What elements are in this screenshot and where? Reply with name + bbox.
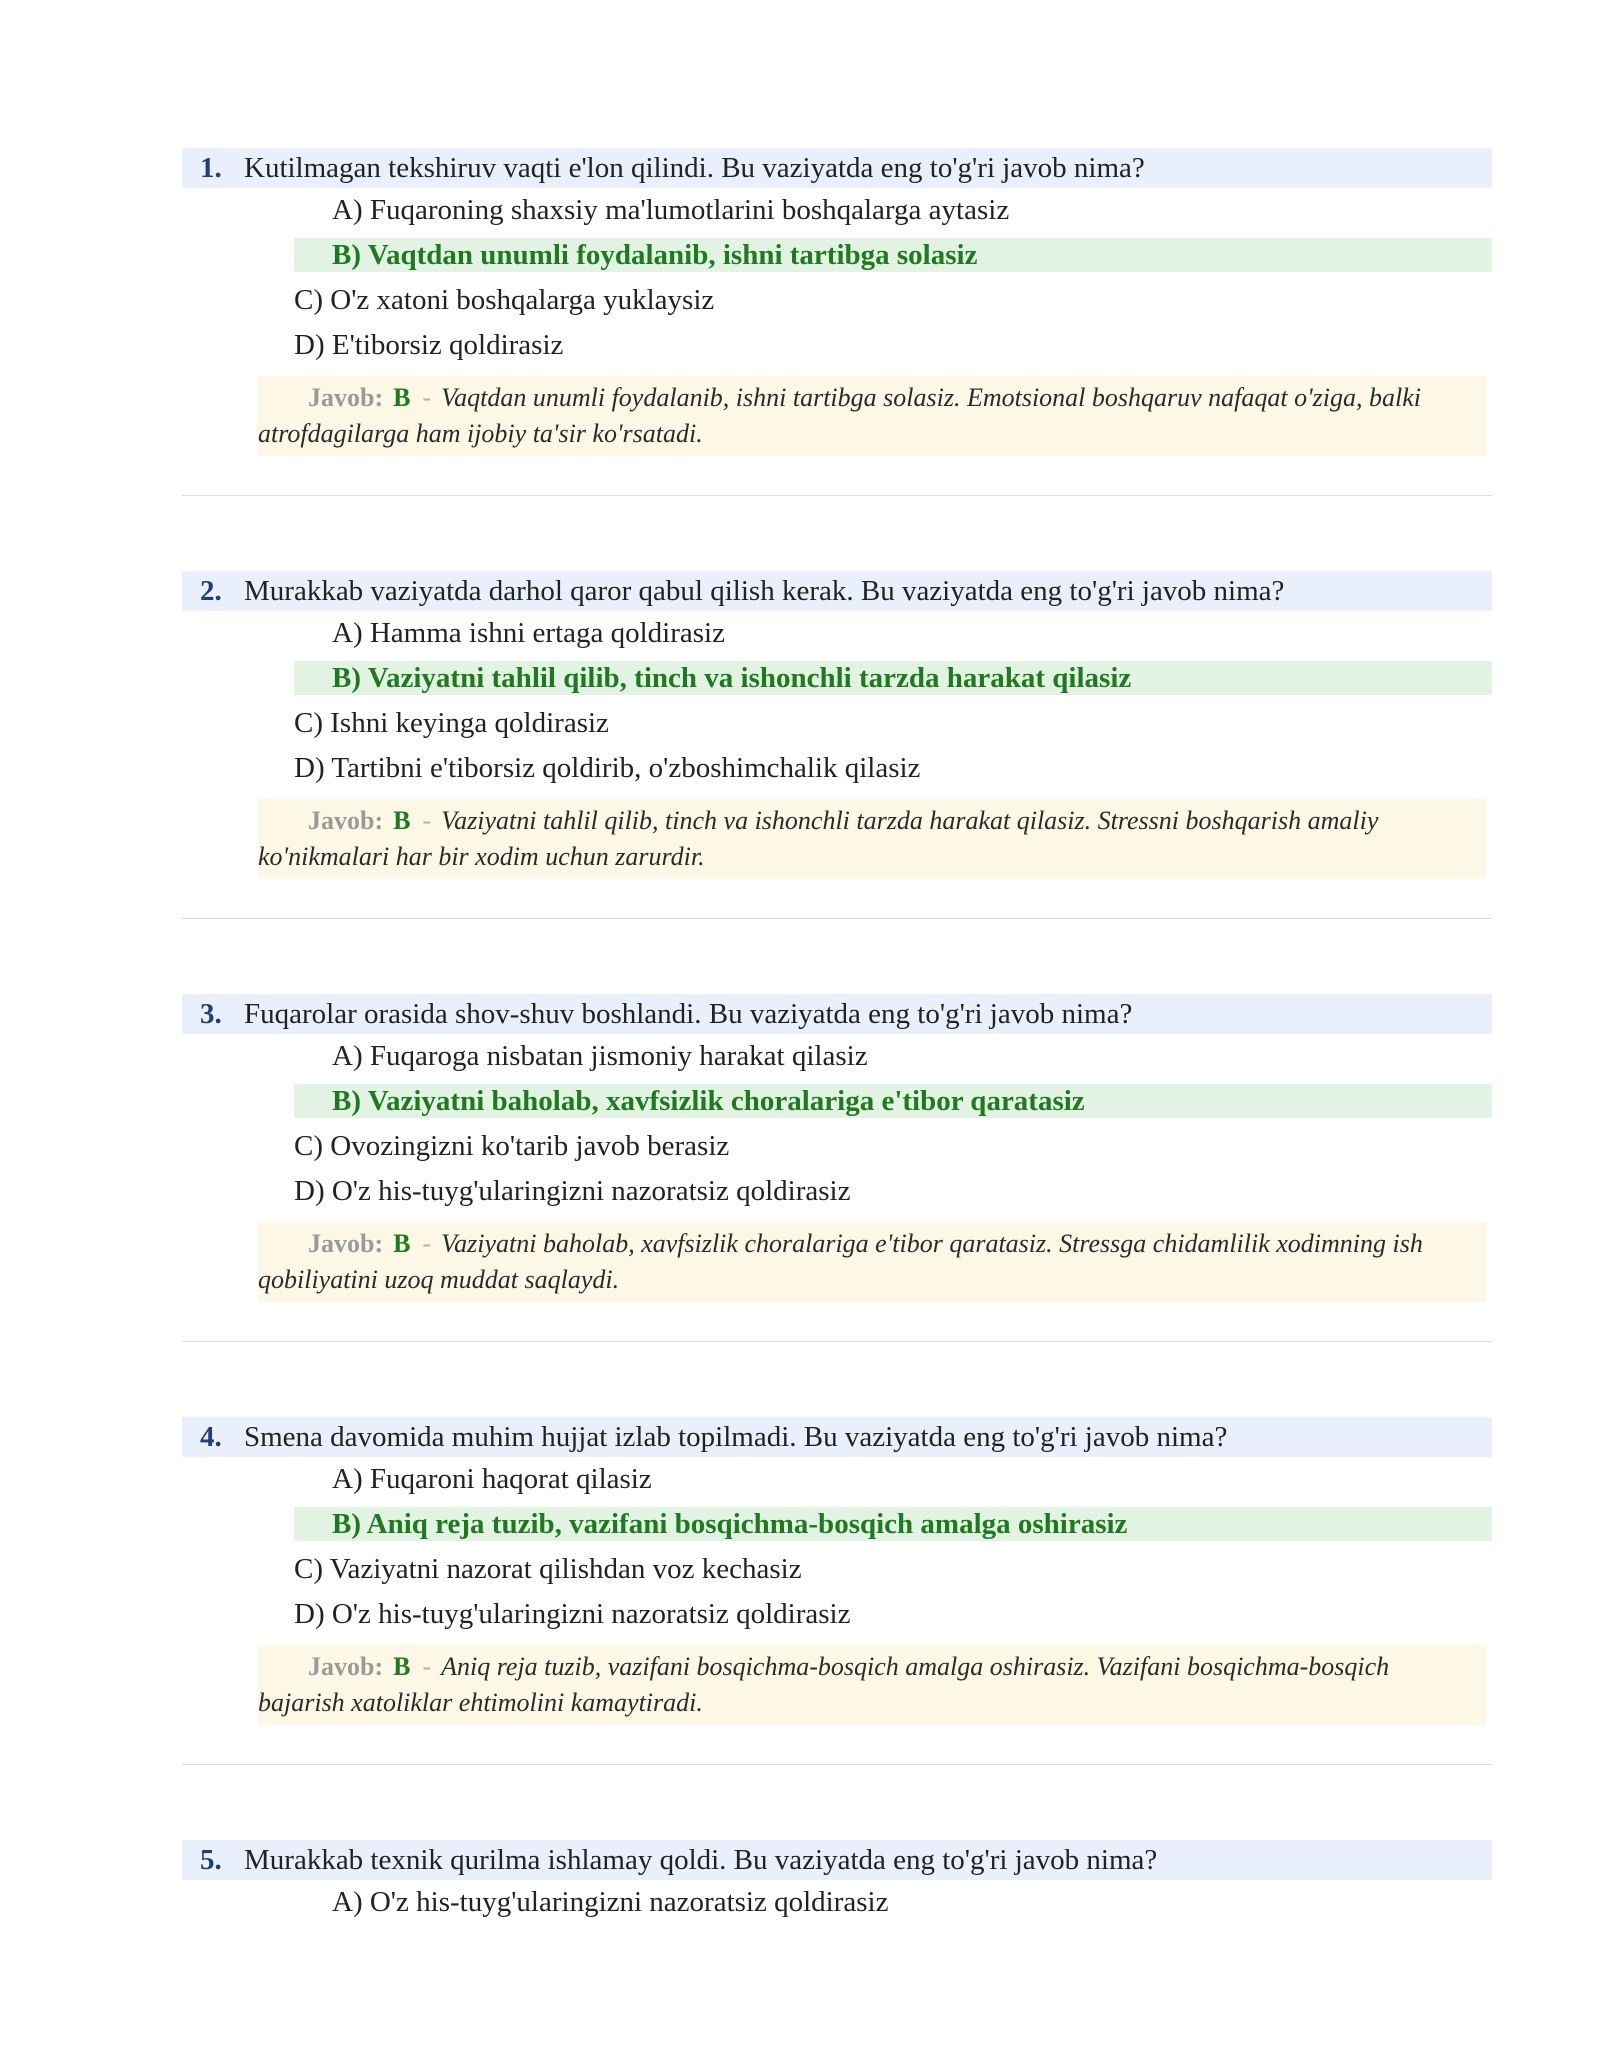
option-b-correct: B) Vaqtdan unumli foydalanib, ishni tartibga solasiz: [294, 238, 1492, 272]
answer-explanation: [258, 799, 1486, 879]
option-a: A) Fuqaroga nisbatan jismoniy harakat qilasiz: [332, 1040, 868, 1072]
question-number: 1.: [200, 152, 222, 184]
explanation-text: Vaziyatni tahlil qilib, tinch va ishonchli tarzda harakat qilasiz. Stressni boshqarish amaliy ko'nikmalari har bir xodim uchun zarurdir.: [258, 806, 1379, 871]
question-text: Smena davomida muhim hujjat izlab topilmadi. Bu vaziyatda eng to'g'ri javob nima?: [244, 1421, 1228, 1453]
option-b-correct: B) Aniq reja tuzib, vazifani bosqichma-bosqich amalga oshirasiz: [294, 1507, 1492, 1541]
separator-line: [182, 918, 1492, 919]
question-header: [182, 1840, 1492, 1880]
explanation-text: Vaziyatni baholab, xavfsizlik choralariga e'tibor qaratasiz. Stressga chidamlilik xodimning ish qobiliyatini uzoq muddat saqlaydi.: [258, 1229, 1423, 1294]
question-text: Murakkab vaziyatda darhol qaror qabul qilish kerak. Bu vaziyatda eng to'g'ri javob nima?: [244, 575, 1285, 607]
question-text: Fuqarolar orasida shov-shuv boshlandi. Bu vaziyatda eng to'g'ri javob nima?: [244, 998, 1133, 1030]
option-b-correct: B) Vaziyatni baholab, xavfsizlik choralariga e'tibor qaratasiz: [294, 1084, 1492, 1118]
quiz-document: [182, 148, 1492, 1925]
separator-line: [182, 1341, 1492, 1342]
answer-letter: B: [393, 1229, 411, 1258]
question-header: [182, 571, 1492, 611]
answer-dash: -: [422, 1229, 432, 1258]
option-d: D) O'z his-tuyg'ularingizni nazoratsiz qoldirasiz: [294, 1175, 851, 1207]
question-header: [182, 1417, 1492, 1457]
question-block-4: [182, 1417, 1492, 1840]
explanation-text: Vaqtdan unumli foydalanib, ishni tartibga solasiz. Emotsional boshqaruv nafaqat o'ziga, balki atrofdagilarga ham ijobiy ta'sir ko'rsatadi.: [258, 383, 1422, 448]
answer-explanation: [258, 1645, 1486, 1725]
option-d: D) E'tiborsiz qoldirasiz: [294, 329, 564, 361]
answer-dash: -: [422, 1652, 432, 1681]
answer-label: Javob:: [308, 806, 384, 835]
question-block-2: [182, 571, 1492, 994]
option-b-correct: B) Vaziyatni tahlil qilib, tinch va ishonchli tarzda harakat qilasiz: [294, 661, 1492, 695]
question-block-3: [182, 994, 1492, 1417]
question-block-1: [182, 148, 1492, 571]
option-a: A) O'z his-tuyg'ularingizni nazoratsiz qoldirasiz: [332, 1886, 889, 1918]
question-number: 5.: [200, 1844, 222, 1876]
question-number: 4.: [200, 1421, 222, 1453]
answer-label: Javob:: [308, 1652, 384, 1681]
answer-explanation: [258, 1222, 1486, 1302]
question-header: [182, 994, 1492, 1034]
answer-dash: -: [422, 806, 432, 835]
answer-letter: B: [393, 1652, 411, 1681]
option-c: C) Vaziyatni nazorat qilishdan voz kechasiz: [294, 1553, 802, 1585]
answer-letter: B: [393, 383, 411, 412]
question-text: Kutilmagan tekshiruv vaqti e'lon qilindi. Bu vaziyatda eng to'g'ri javob nima?: [244, 152, 1145, 184]
question-block-5: [182, 1840, 1492, 1925]
option-c: C) O'z xatoni boshqalarga yuklaysiz: [294, 284, 715, 316]
explanation-text: Aniq reja tuzib, vazifani bosqichma-bosqich amalga oshirasiz. Vazifani bosqichma-bosqich bajarish xatoliklar ehtimolini kamaytiradi.: [258, 1652, 1390, 1717]
separator-line: [182, 1764, 1492, 1765]
answer-dash: -: [422, 383, 432, 412]
answer-letter: B: [393, 806, 411, 835]
option-a: A) Fuqaroni haqorat qilasiz: [332, 1463, 652, 1495]
option-a: A) Hamma ishni ertaga qoldirasiz: [332, 617, 725, 649]
answer-label: Javob:: [308, 1229, 384, 1258]
option-c: C) Ishni keyinga qoldirasiz: [294, 707, 609, 739]
question-header: [182, 148, 1492, 188]
separator-line: [182, 495, 1492, 496]
option-d: D) O'z his-tuyg'ularingizni nazoratsiz qoldirasiz: [294, 1598, 851, 1630]
question-number: 3.: [200, 998, 222, 1030]
option-a: A) Fuqaroning shaxsiy ma'lumotlarini boshqalarga aytasiz: [332, 194, 1010, 226]
answer-label: Javob:: [308, 383, 384, 412]
question-number: 2.: [200, 575, 222, 607]
question-text: Murakkab texnik qurilma ishlamay qoldi. Bu vaziyatda eng to'g'ri javob nima?: [244, 1844, 1158, 1876]
option-c: C) Ovozingizni ko'tarib javob berasiz: [294, 1130, 730, 1162]
option-d: D) Tartibni e'tiborsiz qoldirib, o'zboshimchalik qilasiz: [294, 752, 921, 784]
answer-explanation: [258, 376, 1486, 456]
